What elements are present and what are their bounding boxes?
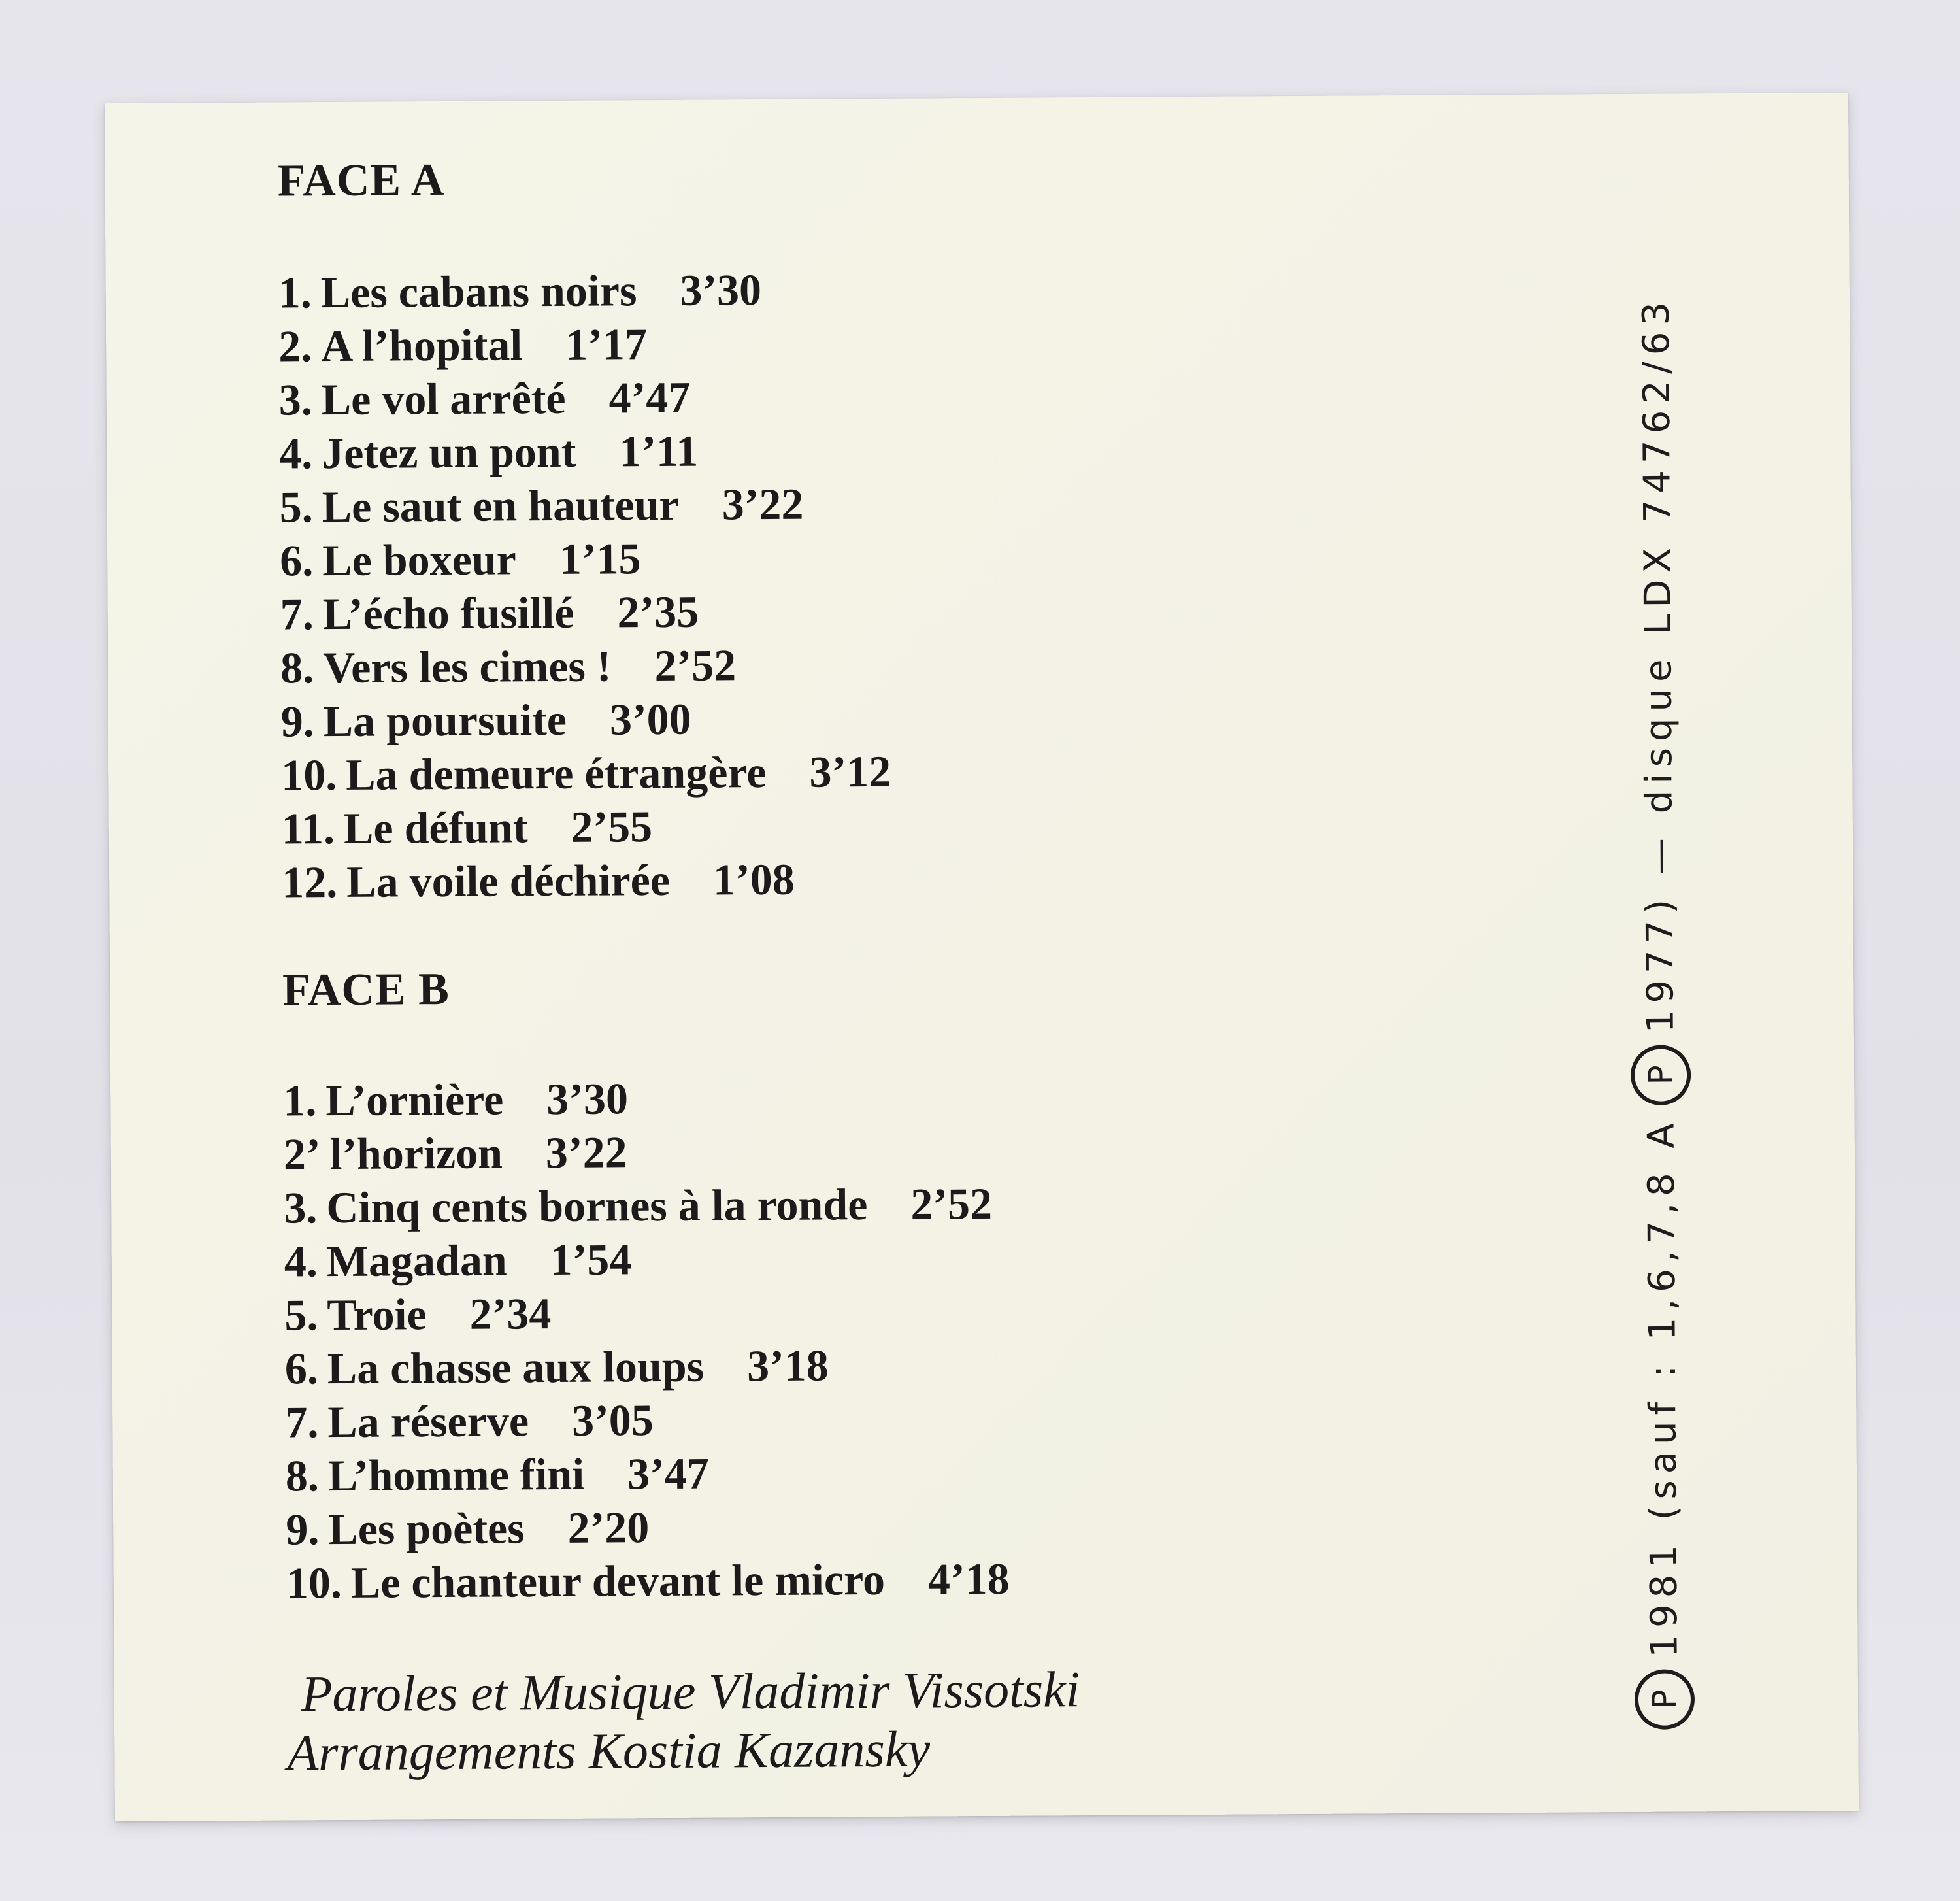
track-duration: 3’30 [546, 1073, 629, 1124]
copyright-text-part1: 1981 (sauf : 1,6,7,8 A [1640, 1117, 1686, 1658]
track-item [281, 743, 1074, 801]
copyright-strip [1621, 185, 1699, 1741]
copyright-text-part2: 1977) — disque LDX 74762/63 [1635, 295, 1682, 1034]
track-title: L’ornière [325, 1074, 504, 1126]
track-title: La demeure étrangère [346, 747, 767, 799]
credits-lyrics-music: Paroles et Musique Vladimir Vissotski [301, 1660, 1080, 1723]
track-title: L’homme fini [327, 1449, 585, 1501]
track-title: La chasse aux loups [327, 1341, 705, 1394]
track-number: 9. [286, 1504, 320, 1555]
track-title: La réserve [327, 1396, 529, 1447]
track-number: 1. [283, 1075, 317, 1126]
record-sleeve-card [105, 93, 1859, 1821]
track-duration: 3’12 [809, 746, 891, 797]
face-a-heading: FACE A [277, 154, 445, 207]
track-duration: 2’52 [654, 640, 737, 691]
track-title: Cinq cents bornes à la ronde [326, 1179, 868, 1233]
phonogram-symbol-icon: P [1635, 1669, 1695, 1730]
track-number: 3. [278, 375, 313, 425]
track-number: 7. [280, 589, 314, 639]
track-item [278, 261, 1072, 319]
track-title: Le défunt [343, 802, 528, 853]
track-item [278, 314, 1072, 373]
track-title: L’écho fusillé [322, 587, 574, 639]
credits-arrangements: Arrangements Kostia Kazansky [287, 1720, 931, 1781]
track-duration: 3’22 [545, 1127, 627, 1178]
track-number: 8. [285, 1451, 320, 1501]
track-duration: 1’08 [712, 854, 795, 905]
track-number: 8. [280, 643, 314, 693]
face-a-section [277, 150, 1075, 909]
track-title: La poursuite [323, 694, 567, 747]
track-duration: 3’18 [746, 1340, 829, 1391]
track-item [280, 475, 1073, 533]
track-number: 1. [278, 267, 312, 318]
track-duration: 1’11 [619, 426, 699, 477]
track-duration: 3’05 [571, 1395, 654, 1445]
track-item [279, 368, 1072, 426]
track-item [280, 582, 1074, 641]
track-number: 10. [286, 1558, 342, 1608]
track-item [285, 1337, 1078, 1395]
track-title: Le vol arrêté [321, 373, 566, 425]
track-duration: 2’35 [617, 586, 699, 637]
face-a-tracklist [278, 261, 1076, 909]
tracklist-content [277, 150, 1080, 1782]
track-number: 3. [284, 1183, 318, 1233]
track-number: 2’ [283, 1129, 321, 1179]
track-duration: 1’15 [559, 533, 641, 584]
track-number: 5. [279, 482, 314, 532]
track-duration: 1’17 [565, 319, 648, 369]
face-b-heading: FACE B [282, 964, 450, 1016]
copyright-line [1621, 185, 1699, 1741]
track-duration: 3’30 [680, 265, 762, 315]
face-b-section [282, 959, 1080, 1609]
track-title: Vers les cimes ! [323, 641, 612, 693]
track-item [280, 529, 1073, 587]
track-duration: 4’18 [927, 1553, 1010, 1604]
track-duration: 3’00 [609, 694, 691, 745]
track-title: Les cabans noirs [320, 265, 637, 318]
track-duration: 2’55 [571, 801, 653, 852]
track-title: Troie [327, 1289, 427, 1340]
track-item [281, 690, 1074, 748]
track-item [286, 1444, 1079, 1502]
track-number: 10. [281, 750, 337, 800]
track-item [282, 850, 1075, 909]
track-number: 11. [281, 803, 335, 854]
track-item [284, 1176, 1077, 1234]
track-duration: 3’22 [722, 479, 804, 530]
track-number: 9. [280, 696, 315, 747]
track-title: Le boxeur [322, 534, 517, 586]
track-duration: 2’34 [469, 1288, 552, 1339]
track-number: 5. [284, 1290, 318, 1340]
track-item [280, 636, 1074, 694]
track-title: La voile déchirée [346, 854, 671, 907]
track-item [282, 797, 1075, 855]
track-number: 4. [284, 1236, 318, 1287]
track-item [284, 1122, 1077, 1181]
track-duration: 1’54 [550, 1234, 632, 1285]
track-duration: 4’47 [608, 372, 691, 423]
track-number: 4. [279, 428, 313, 479]
credits [287, 1660, 1081, 1782]
track-title: l’horizon [329, 1128, 503, 1179]
track-item [284, 1230, 1078, 1288]
track-title: Magadan [326, 1235, 507, 1287]
track-item [283, 1069, 1076, 1127]
track-number: 6. [284, 1343, 319, 1394]
track-number: 12. [282, 857, 338, 907]
track-duration: 2’52 [910, 1178, 993, 1229]
track-title: Le chanteur devant le micro [350, 1554, 886, 1607]
track-number: 2. [278, 321, 312, 371]
track-number: 7. [285, 1397, 319, 1447]
track-duration: 2’20 [567, 1502, 650, 1553]
track-item [284, 1283, 1078, 1341]
track-number: 6. [280, 535, 314, 586]
track-title: Les poètes [328, 1503, 525, 1555]
face-b-tracklist [283, 1069, 1080, 1609]
track-title: Le saut en hauteur [322, 479, 679, 532]
track-item [285, 1390, 1078, 1449]
track-item [279, 422, 1072, 480]
track-item [286, 1551, 1080, 1609]
track-title: A l’hopital [321, 320, 523, 371]
track-duration: 3’47 [627, 1448, 710, 1499]
track-item [286, 1498, 1079, 1556]
phonogram-symbol-icon: P [1631, 1045, 1691, 1105]
track-title: Jetez un pont [322, 426, 576, 479]
